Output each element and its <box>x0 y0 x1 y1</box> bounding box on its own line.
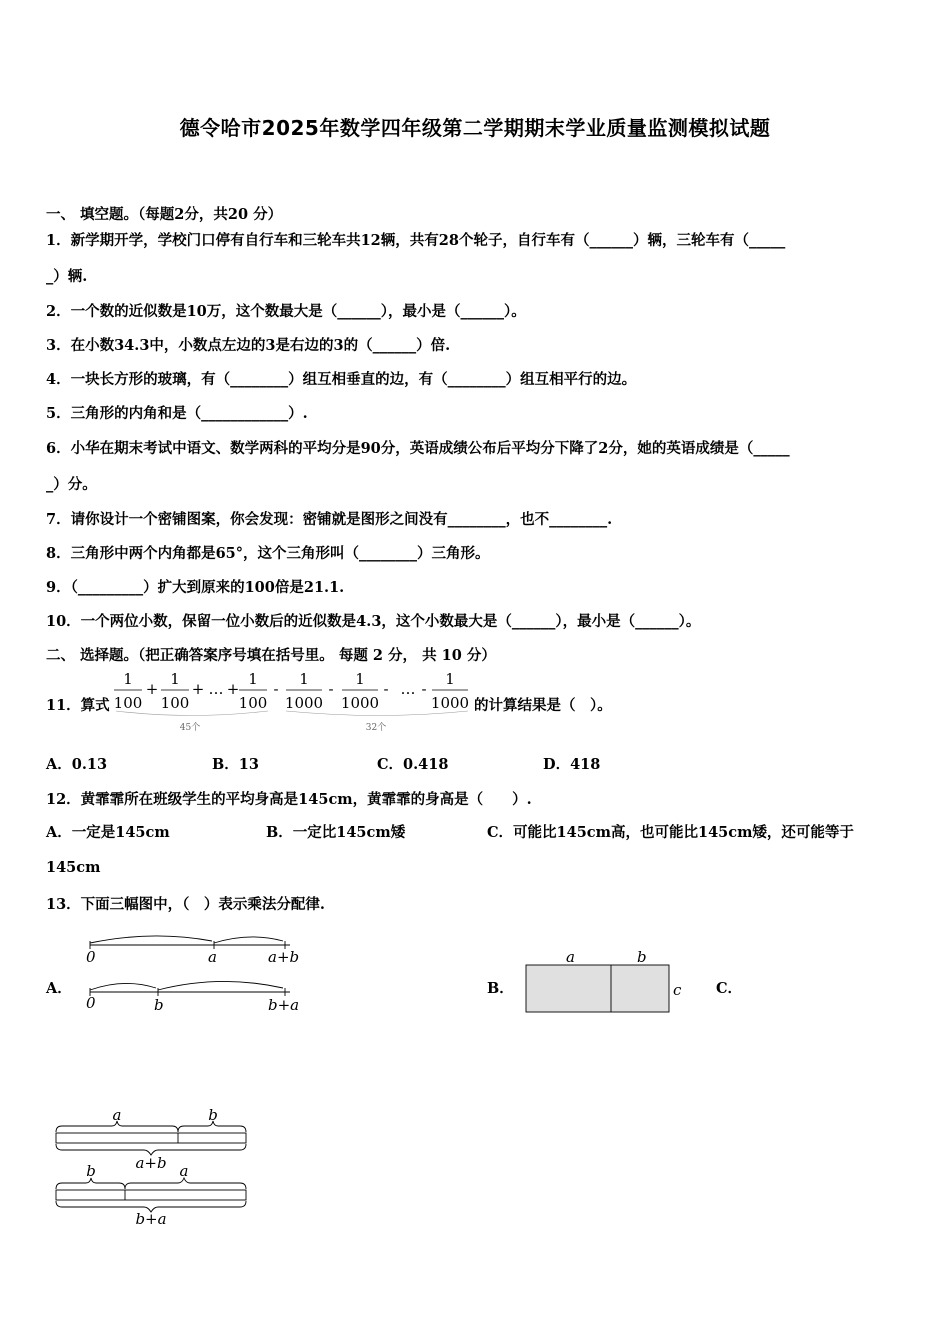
option-b[interactable]: B．13 <box>212 756 259 773</box>
question-13: 13．下面三幅图中，（ ）表示乘法分配律. <box>46 896 325 913</box>
question-3: 3．在小数34.3中，小数点左边的3是右边的3的（______）倍. <box>46 337 451 354</box>
label-zero: 0 <box>86 994 96 1012</box>
frac-num: 1 <box>355 670 365 688</box>
label-b: b <box>86 1162 96 1180</box>
question-8: 8．三角形中两个内角都是65°，这个三角形叫（________）三角形。 <box>46 545 490 562</box>
option-b[interactable]: B．一定比145cm矮 <box>266 824 406 841</box>
label-b: b <box>154 996 164 1014</box>
frac-num: 1 <box>123 670 133 688</box>
section-heading-choice: 二、 选择题。（把正确答案序号填在括号里。 每题 2 分， 共 10 分） <box>46 647 496 664</box>
plus-sign: + <box>191 680 205 698</box>
frac-den: 100 <box>113 694 143 712</box>
question-1-cont: _）辆. <box>46 268 88 285</box>
label-a-plus-b: a+b <box>135 1154 167 1172</box>
label-a-plus-b: a+b <box>268 948 300 966</box>
count-label-45: 45个 <box>179 723 201 733</box>
plus-sign: + <box>226 680 240 698</box>
option-d[interactable]: D．418 <box>543 756 601 773</box>
frac-num: 1 <box>170 670 180 688</box>
plus-sign: + <box>145 680 159 698</box>
rectangle-area-diagram <box>520 945 690 1020</box>
ellipsis: … <box>208 680 224 698</box>
question-12: 12．黄霏霏所在班级学生的平均身高是145cm，黄霏霏的身高是（ ）. <box>46 791 532 808</box>
option-c-cont: 145cm <box>46 859 101 876</box>
frac-num: 1 <box>248 670 258 688</box>
frac-den: 1000 <box>284 694 324 712</box>
label-b: b <box>208 1108 218 1124</box>
question-11-expression <box>110 668 490 738</box>
frac-num: 1 <box>445 670 455 688</box>
label-b: b <box>637 948 647 966</box>
label-zero: 0 <box>86 948 96 966</box>
option-b-label[interactable]: B． <box>487 980 514 997</box>
option-c[interactable]: C．可能比145cm高，也可能比145cm矮，还可能等于 <box>487 824 854 841</box>
question-2: 2．一个数的近似数是10万，这个数最大是（______），最小是（______）。 <box>46 303 526 320</box>
page-title: 德令哈市2025年数学四年级第二学期期末学业质量监测模拟试题 <box>179 116 771 140</box>
question-9: 9．（_________）扩大到原来的100倍是21.1. <box>46 579 345 596</box>
question-4: 4．一块长方形的玻璃，有（________）组互相垂直的边，有（________）组互相平行的边。 <box>46 371 637 388</box>
frac-den: 100 <box>238 694 268 712</box>
label-a: a <box>179 1162 189 1180</box>
question-1: 1．新学期开学，学校门口停有自行车和三轮车共12辆，共有28个轮子，自行车有（______）辆，三轮车有（_____ <box>46 232 786 249</box>
frac-den: 100 <box>160 694 190 712</box>
minus-sign: - <box>421 680 427 698</box>
question-7: 7．请你设计一个密铺图案，你会发现：密铺就是图形之间没有________，也不________. <box>46 511 613 528</box>
number-line-diagram <box>80 928 310 1018</box>
frac-den: 1000 <box>340 694 380 712</box>
label-a: a <box>566 948 575 966</box>
frac-den: 1000 <box>430 694 470 712</box>
question-10: 10．一个两位小数，保留一位小数后的近似数是4.3，这个小数最大是（______），最小是（______）。 <box>46 613 701 630</box>
question-5: 5．三角形的内角和是（____________）. <box>46 405 308 422</box>
question-6-cont: _）分。 <box>46 476 97 493</box>
minus-sign: - <box>383 680 389 698</box>
question-11-prefix: 11．算式 <box>46 697 110 714</box>
label-a: a <box>112 1108 122 1124</box>
frac-num: 1 <box>299 670 309 688</box>
option-c[interactable]: C．0.418 <box>377 756 449 773</box>
label-b-plus-a: b+a <box>135 1210 167 1228</box>
option-a[interactable]: A．0.13 <box>46 756 108 773</box>
ellipsis: … <box>400 680 416 698</box>
option-c-label[interactable]: C． <box>716 980 743 997</box>
option-a-label[interactable]: A． <box>46 980 72 997</box>
section-heading-fill-blank: 一、 填空题。（每题2分，共20 分） <box>46 206 283 223</box>
minus-sign: - <box>273 680 279 698</box>
question-6: 6．小华在期末考试中语文、数学两科的平均分是90分，英语成绩公布后平均分下降了2分，她的英语成绩是（_____ <box>46 440 790 457</box>
segment-bar-diagram <box>50 1108 260 1228</box>
minus-sign: - <box>328 680 334 698</box>
option-a[interactable]: A．一定是145cm <box>46 824 170 841</box>
count-label-32: 32个 <box>365 723 387 733</box>
question-11-suffix: 的计算结果是（ ）。 <box>474 697 612 714</box>
label-a: a <box>208 948 217 966</box>
label-c: c <box>673 981 682 999</box>
label-b-plus-a: b+a <box>268 996 300 1014</box>
